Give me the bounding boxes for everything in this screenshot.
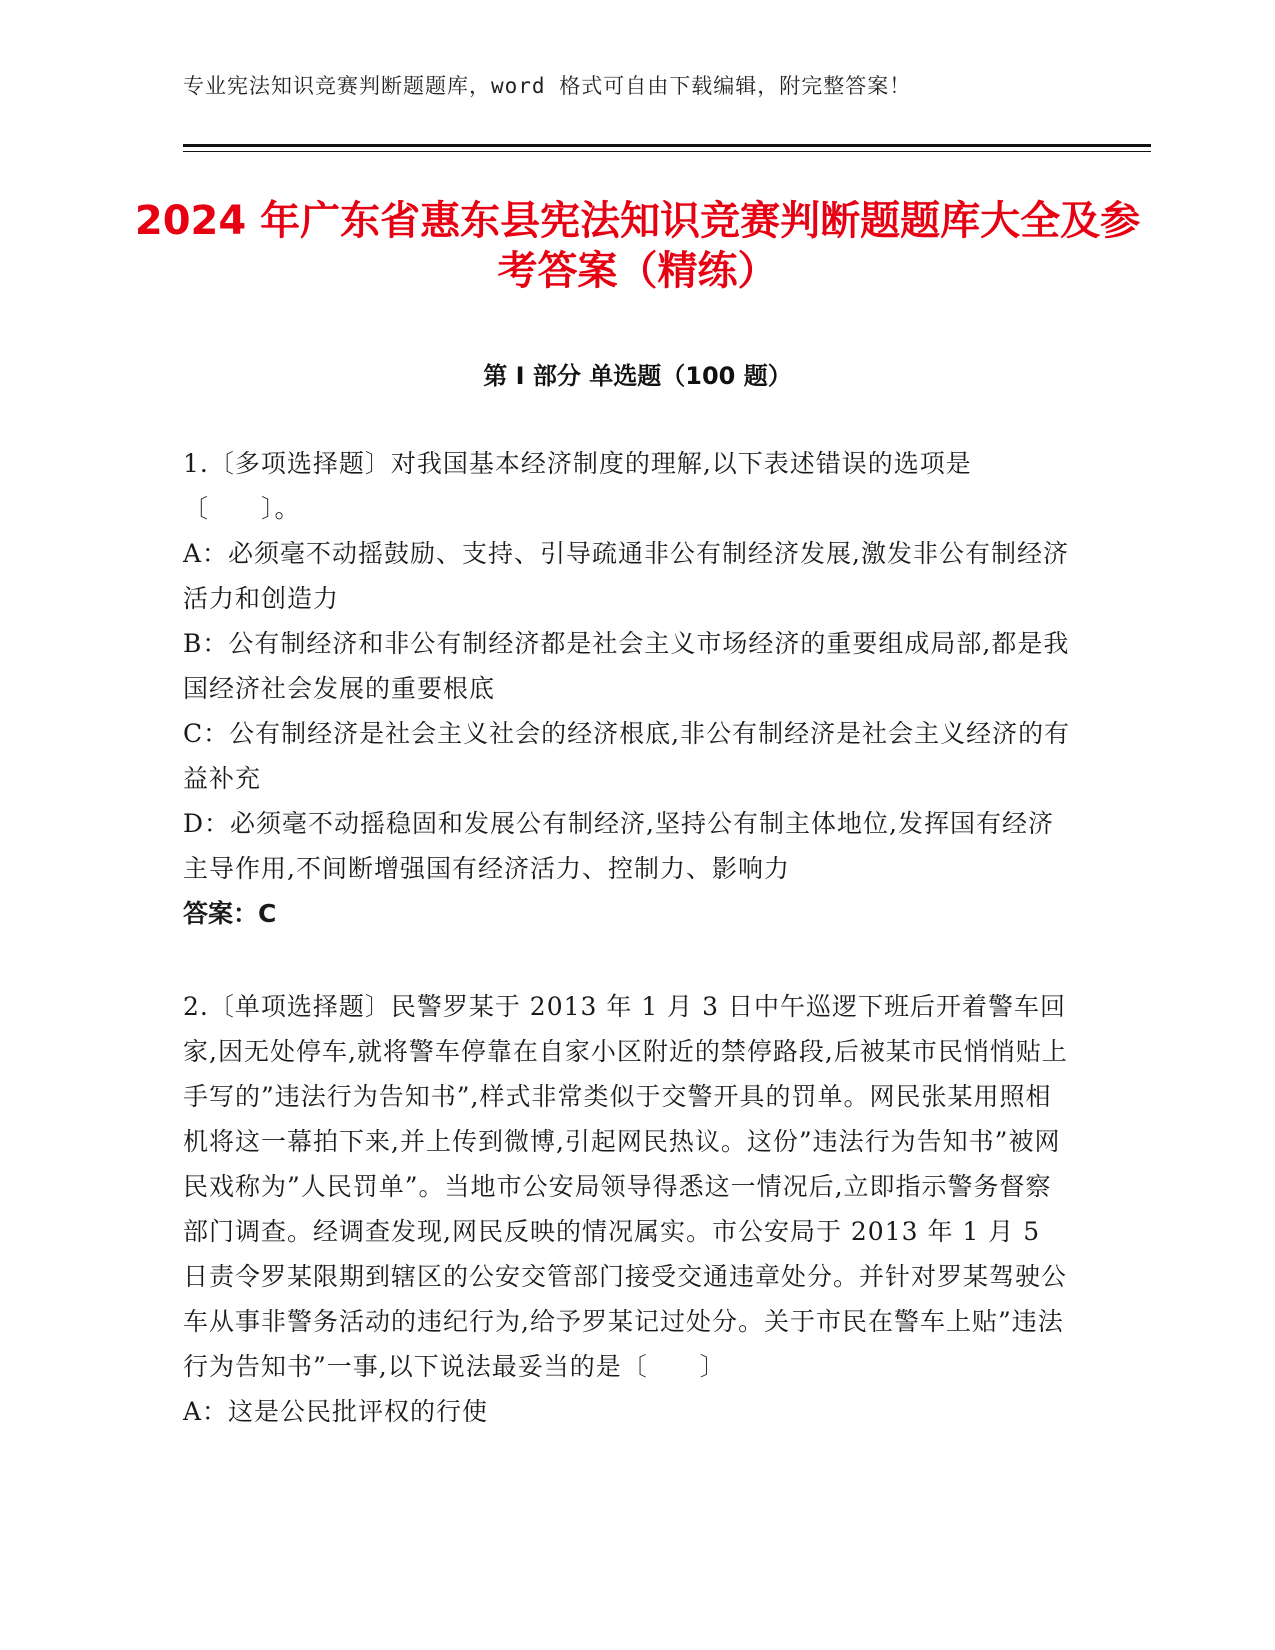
header-rule-thin: [183, 151, 1151, 152]
document-title: 2024 年广东省惠东县宪法知识竞赛判断题题库大全及参考答案（精练）: [134, 198, 1141, 294]
question-stem: 1.〔多项选择题〕对我国基本经济制度的理解,以下表述错误的选项是〔 〕。: [183, 449, 972, 523]
question-1: [183, 441, 1071, 936]
answer-line: 答案：C: [183, 899, 277, 928]
option-b: B：公有制经济和非公有制经济都是社会主义市场经济的重要组成局部,都是我国经济社会发展的重要根底: [183, 629, 1070, 703]
question-2: [183, 984, 1071, 1434]
option-a: A：必须毫不动摇鼓励、支持、引导疏通非公有制经济发展,激发非公有制经济活力和创造力: [183, 539, 1070, 613]
question-stem: 2.〔单项选择题〕民警罗某于 2013 年 1 月 3 日中午巡逻下班后开着警车回家,因无处停车,就将警车停靠在自家小区附近的禁停路段,后被某市民悄悄贴上手写的”违法行为告知书”,样式非常类似于交警开具的罚单。网民张某用照相机将这一幕拍下来,并上传到微博,引起网民热议。这份”违法行为告知书”被网民戏称为”人民罚单”。当地市公安局领导得悉这一情况后,立即指示警务督察部门调查。经调查发现,网民反映的情况属实。市公安局于 2013 年 1 月 5 日责令罗某限期到辖区的公安交管部门接受交通违章处分。并针对罗某驾驶公车从事非警务活动的违纪行为,给予罗某记过处分。关于市民在警车上贴”违法行为告知书”一事,以下说法最妥当的是〔 〕: [183, 992, 1068, 1381]
option-d: D：必须毫不动摇稳固和发展公有制经济,坚持公有制主体地位,发挥国有经济主导作用,不间断增强国有经济活力、控制力、影响力: [183, 809, 1054, 883]
option-c: C：公有制经济是社会主义社会的经济根底,非公有制经济是社会主义经济的有益补充: [183, 719, 1071, 793]
option-a: A：这是公民批评权的行使: [183, 1397, 489, 1426]
section-heading: 第 I 部分 单选题（100 题）: [483, 362, 792, 390]
page-header-text: 专业宪法知识竞赛判断题题库，word 格式可自由下载编辑，附完整答案！: [183, 74, 912, 98]
header-rule-thick: [183, 144, 1151, 147]
